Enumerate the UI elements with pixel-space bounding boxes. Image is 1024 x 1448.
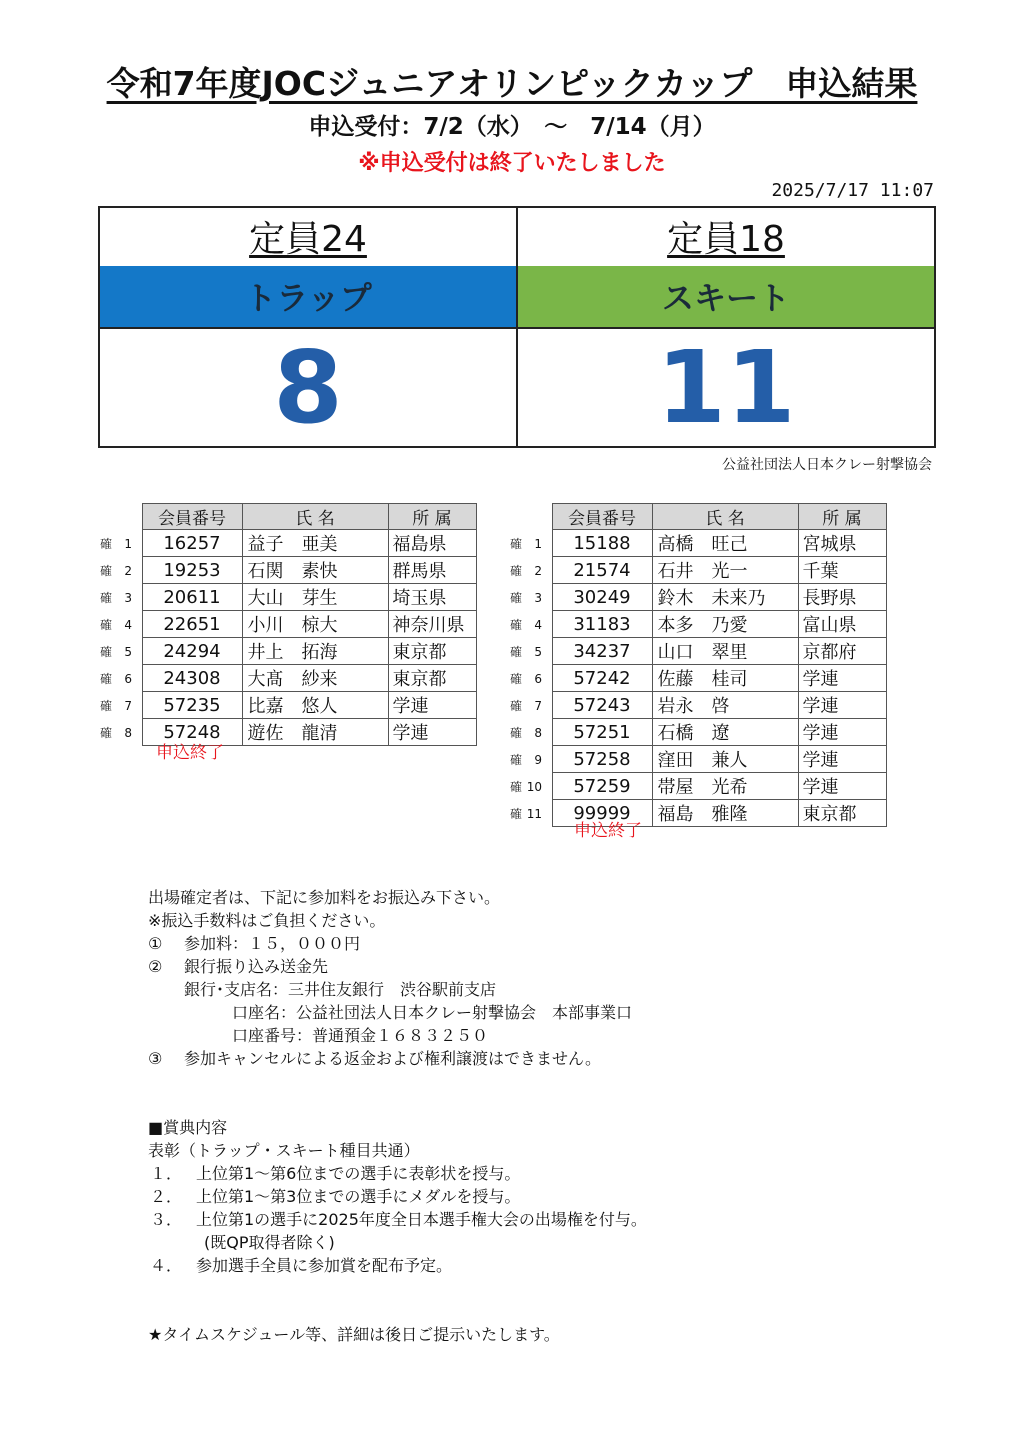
member-number: 15188	[552, 530, 652, 557]
award-item-3-note: (既QP取得者除く)	[204, 1233, 335, 1252]
confirmed-marker: 確 8	[100, 725, 133, 740]
member-name: 福島 雅隆	[652, 800, 798, 827]
confirmed-marker: 確 9	[510, 752, 543, 767]
table-row	[98, 692, 476, 719]
table-row	[98, 719, 476, 746]
confirmed-marker: 確 3	[510, 590, 543, 605]
confirmed-marker: 確 8	[510, 725, 543, 740]
confirmed-marker: 確 6	[510, 671, 543, 686]
member-affiliation: 学連	[388, 719, 476, 746]
award-item-2: ２． 上位第1～第3位までの選手にメダルを授与。	[150, 1187, 521, 1206]
member-affiliation: 学連	[798, 719, 886, 746]
table-row	[508, 665, 886, 692]
member-name: 佐藤 桂司	[652, 665, 798, 692]
awards-heading: ■賞典内容	[148, 1118, 228, 1137]
skeet-registration-table	[508, 503, 887, 827]
member-affiliation: 群馬県	[388, 557, 476, 584]
member-affiliation: 学連	[388, 692, 476, 719]
member-number: 24308	[142, 665, 242, 692]
payment-item-3: ③ 参加キャンセルによる返金および権利譲渡はできません。	[148, 1049, 601, 1068]
member-name: 帯屋 光希	[652, 773, 798, 800]
member-name: 大山 芽生	[242, 584, 388, 611]
member-affiliation: 東京都	[388, 638, 476, 665]
skeet-end-note: 申込終了	[574, 821, 642, 841]
member-affiliation: 学連	[798, 773, 886, 800]
payment-line-1: 出場確定者は、下記に参加料をお振込み下さい。	[148, 888, 501, 907]
table-row	[508, 773, 886, 800]
header-member-number: 会員番号	[142, 504, 242, 530]
member-name: 小川 椋大	[242, 611, 388, 638]
summary-box	[98, 206, 936, 448]
member-number: 57243	[552, 692, 652, 719]
member-number: 57235	[142, 692, 242, 719]
member-affiliation: 東京都	[388, 665, 476, 692]
header-affiliation: 所 属	[798, 504, 886, 530]
member-number: 16257	[142, 530, 242, 557]
member-affiliation: 長野県	[798, 584, 886, 611]
member-name: 本多 乃愛	[652, 611, 798, 638]
member-name: 石橋 遼	[652, 719, 798, 746]
header-member-number: 会員番号	[552, 504, 652, 530]
confirmed-marker: 確 11	[510, 806, 543, 821]
table-row	[508, 719, 886, 746]
table-row	[98, 584, 476, 611]
member-number: 57251	[552, 719, 652, 746]
member-name: 益子 亜美	[242, 530, 388, 557]
confirmed-marker: 確 7	[100, 698, 133, 713]
member-number: 34237	[552, 638, 652, 665]
member-name: 山口 翠里	[652, 638, 798, 665]
member-affiliation: 埼玉県	[388, 584, 476, 611]
member-affiliation: 宮城県	[798, 530, 886, 557]
table-row	[508, 746, 886, 773]
member-number: 57248	[142, 719, 242, 746]
confirmed-marker: 確 10	[510, 779, 543, 794]
organization-name: 公益社団法人日本クレー射撃協会	[722, 457, 932, 473]
confirmed-marker: 確 1	[510, 536, 543, 551]
trap-count: 8	[100, 327, 516, 446]
member-affiliation: 学連	[798, 665, 886, 692]
member-affiliation: 京都府	[798, 638, 886, 665]
confirmed-marker: 確 3	[100, 590, 133, 605]
member-number: 57258	[552, 746, 652, 773]
member-affiliation: 福島県	[388, 530, 476, 557]
member-number: 19253	[142, 557, 242, 584]
member-number: 24294	[142, 638, 242, 665]
header-name: 氏 名	[652, 504, 798, 530]
member-name: 石関 素快	[242, 557, 388, 584]
member-number: 30249	[552, 584, 652, 611]
confirmed-marker: 確 6	[100, 671, 133, 686]
application-period: 申込受付：7/2（水） ～ 7/14（月）	[308, 114, 716, 140]
trap-summary	[100, 208, 516, 446]
confirmed-marker: 確 7	[510, 698, 543, 713]
skeet-count: 11	[518, 327, 934, 446]
payment-item-2: ② 銀行振り込み送金先	[148, 957, 329, 976]
table-header-row	[98, 504, 476, 530]
member-name: 窪田 兼人	[652, 746, 798, 773]
member-name: 岩永 啓	[652, 692, 798, 719]
header-blank	[508, 504, 552, 530]
skeet-summary	[516, 208, 934, 446]
skeet-event-label: スキート	[518, 266, 934, 327]
page-title: 令和7年度JOCジュニアオリンピックカップ 申込結果	[106, 64, 918, 103]
table-row	[98, 530, 476, 557]
account-number: 口座番号：普通預金１６８３２５０	[232, 1026, 489, 1045]
trap-end-note: 申込終了	[156, 743, 224, 763]
member-name: 大髙 紗来	[242, 665, 388, 692]
timestamp: 2025/7/17 11:07	[771, 180, 934, 201]
payment-notes	[148, 886, 632, 1070]
member-number: 31183	[552, 611, 652, 638]
confirmed-marker: 確 4	[100, 617, 133, 632]
member-name: 井上 拓海	[242, 638, 388, 665]
confirmed-marker: 確 2	[100, 563, 133, 578]
member-name: 石井 光一	[652, 557, 798, 584]
table-row	[98, 638, 476, 665]
trap-capacity: 定員24	[249, 219, 367, 261]
member-name: 鈴木 未来乃	[652, 584, 798, 611]
member-name: 比嘉 悠人	[242, 692, 388, 719]
table-row	[98, 665, 476, 692]
member-name: 遊佐 龍清	[242, 719, 388, 746]
member-affiliation: 東京都	[798, 800, 886, 827]
payment-item-1: ① 参加料：１５，０００円	[148, 934, 361, 953]
member-number: 57242	[552, 665, 652, 692]
member-affiliation: 学連	[798, 746, 886, 773]
award-item-4: ４． 参加選手全員に参加賞を配布予定。	[150, 1256, 453, 1275]
table-row	[508, 611, 886, 638]
table-row	[508, 557, 886, 584]
closed-notice: ※申込受付は終了いたしました	[358, 151, 666, 176]
header-affiliation: 所 属	[388, 504, 476, 530]
header-name: 氏 名	[242, 504, 388, 530]
member-number: 20611	[142, 584, 242, 611]
confirmed-marker: 確 5	[510, 644, 543, 659]
table-row	[98, 557, 476, 584]
award-item-3: ３． 上位第1の選手に2025年度全日本選手権大会の出場権を付与。	[150, 1210, 647, 1229]
confirmed-marker: 確 5	[100, 644, 133, 659]
payment-line-2: ※振込手数料はご負担ください。	[148, 911, 386, 930]
skeet-capacity: 定員18	[667, 219, 785, 261]
confirmed-marker: 確 4	[510, 617, 543, 632]
member-number: 21574	[552, 557, 652, 584]
table-row	[508, 800, 886, 827]
table-row	[508, 638, 886, 665]
member-affiliation: 神奈川県	[388, 611, 476, 638]
awards-section	[148, 1116, 647, 1277]
member-affiliation: 千葉	[798, 557, 886, 584]
member-affiliation: 学連	[798, 692, 886, 719]
account-name: 口座名：公益社団法人日本クレー射撃協会 本部事業口	[232, 1003, 633, 1022]
footer-note: ★タイムスケジュール等、詳細は後日ご提示いたします。	[148, 1325, 560, 1344]
table-row	[98, 611, 476, 638]
table-row	[508, 692, 886, 719]
trap-registration-table	[98, 503, 477, 746]
bank-branch: 銀行･支店名：三井住友銀行 渋谷駅前支店	[184, 980, 497, 999]
confirmed-marker: 確 1	[100, 536, 133, 551]
table-header-row	[508, 504, 886, 530]
awards-subheading: 表彰（トラップ・スキート種目共通）	[148, 1141, 420, 1160]
table-row	[508, 530, 886, 557]
award-item-1: １． 上位第1～第6位までの選手に表彰状を授与。	[150, 1164, 521, 1183]
table-row	[508, 584, 886, 611]
header-blank	[98, 504, 142, 530]
trap-event-label: トラップ	[100, 266, 516, 327]
member-number: 22651	[142, 611, 242, 638]
member-affiliation: 富山県	[798, 611, 886, 638]
member-name: 高橋 旺己	[652, 530, 798, 557]
member-number: 57259	[552, 773, 652, 800]
member-number: 99999	[552, 800, 652, 827]
confirmed-marker: 確 2	[510, 563, 543, 578]
